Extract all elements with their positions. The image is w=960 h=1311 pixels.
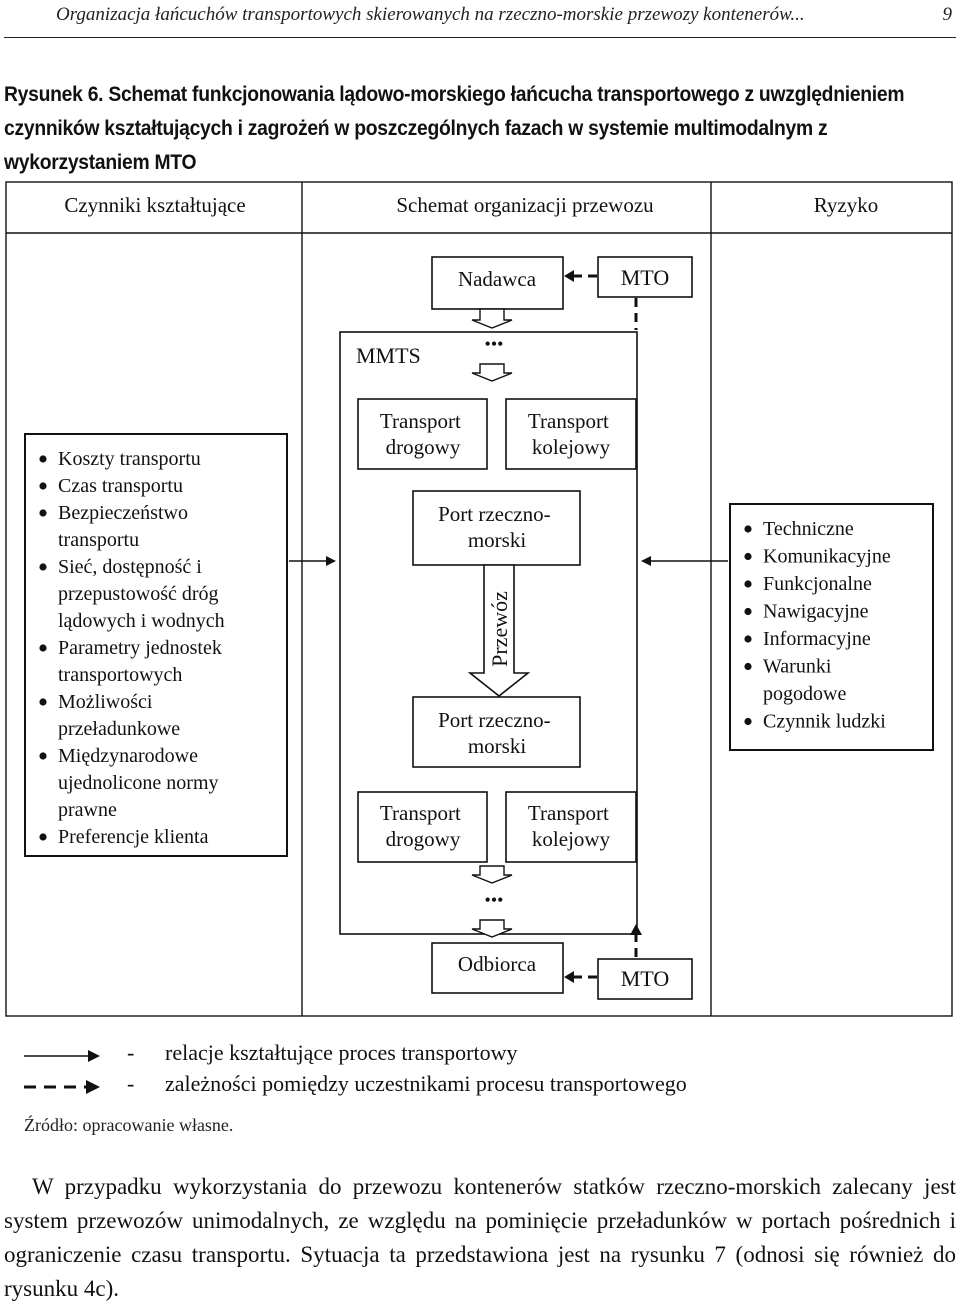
page-number: 9 <box>942 4 952 25</box>
risk-item-1-line-0: Komunikacyjne <box>763 545 891 568</box>
transport-drogowy-line1-2: Transport <box>379 801 461 825</box>
risk-bullet-4 <box>744 635 751 642</box>
body-paragraph <box>4 1170 956 1306</box>
factor-bullet-2 <box>39 509 46 516</box>
risk-bullet-1 <box>744 553 751 560</box>
factor-bullet-6 <box>39 752 46 759</box>
nadawca-label: Nadawca <box>457 267 537 291</box>
legend-dashed-arrow <box>24 1079 104 1095</box>
factor-item-6-line-1: ujednolicone normy <box>58 772 219 794</box>
factor-bullet-5 <box>39 698 46 705</box>
dots-bottom: ••• <box>484 890 504 910</box>
transport-drogowy-line1-1: Transport <box>379 409 461 433</box>
factor-item-0-line-0: Koszty transportu <box>58 448 201 470</box>
factor-item-7-line-0: Preferencje klienta <box>58 826 209 848</box>
legend-row-solid <box>0 1040 960 1070</box>
risk-item-5-line-0: Warunki <box>763 655 832 678</box>
figure-caption: Rysunek 6. Schemat funkcjonowania lądowo-morskiego łańcucha transportowego z uwzględnieniem czynników kształtujących i zagrożeń w poszczególnych fazach w systemie multimodalnym z wykorzystaniem MTO <box>4 83 905 174</box>
risk-item-0-line-0: Techniczne <box>763 518 854 540</box>
factor-bullet-1 <box>39 482 46 489</box>
factor-bullet-7 <box>39 833 46 840</box>
factor-item-3-line-1: przepustowość dróg <box>58 583 219 605</box>
risk-bullet-6 <box>744 718 751 725</box>
legend-solid-arrow <box>24 1048 104 1064</box>
mmts-label: MMTS <box>356 343 421 368</box>
legend-dash-dashed: - <box>127 1071 135 1096</box>
factor-item-5-line-0: Możliwości <box>58 691 153 713</box>
transport-kolejowy-line1-1: Transport <box>527 409 609 433</box>
column-header-risk: Ryzyko <box>813 193 879 217</box>
transport-drogowy-line2-1: drogowy <box>385 435 461 459</box>
transport-drogowy-line2-2: drogowy <box>385 827 461 851</box>
factor-item-3-line-2: lądowych i wodnych <box>58 610 225 632</box>
dots-top: ••• <box>484 334 504 354</box>
factor-bullet-4 <box>39 644 46 651</box>
figure-source: Źródło: opracowanie własne. <box>24 1115 234 1135</box>
page-header <box>0 0 960 40</box>
risk-item-4-line-0: Informacyjne <box>763 628 871 650</box>
header-rule <box>4 37 956 38</box>
risk-bullet-5 <box>744 663 751 670</box>
transport-kolejowy-line2-1: kolejowy <box>531 435 611 459</box>
port-line2-2: morski <box>467 734 527 758</box>
risk-item-2-line-0: Funkcjonalne <box>763 573 872 595</box>
dashed-arrowhead-mto-nadawca <box>564 270 574 282</box>
risk-item-6-line-0: Czynnik ludzki <box>763 710 886 733</box>
mto-top-label: MTO <box>620 265 670 290</box>
running-title: Organizacja łańcuchów transportowych skierowanych na rzeczno-morskie przewozy kontenerów... <box>56 4 805 25</box>
legend-row-dashed <box>0 1071 960 1101</box>
factor-item-4-line-1: transportowych <box>58 664 183 686</box>
legend-dash-solid: - <box>127 1040 135 1065</box>
factor-item-5-line-1: przeładunkowe <box>58 718 181 740</box>
factor-item-2-line-1: transportu <box>58 529 140 551</box>
risk-bullet-0 <box>744 525 751 532</box>
odbiorca-label: Odbiorca <box>457 952 537 976</box>
risk-bullet-3 <box>744 608 751 615</box>
factor-item-1-line-0: Czas transportu <box>58 475 183 497</box>
legend <box>0 1040 960 1110</box>
mto-bottom-label: MTO <box>620 966 670 991</box>
port-line1-1: Port rzeczno- <box>438 502 551 526</box>
transport-kolejowy-line1-2: Transport <box>527 801 609 825</box>
factor-bullet-3 <box>39 563 46 570</box>
transport-chain-diagram <box>0 180 960 1020</box>
factor-item-3-line-0: Sieć, dostępność i <box>58 556 202 578</box>
przewoz-label: Przewóz <box>487 591 512 667</box>
column-header-scheme: Schemat organizacji przewozu <box>396 193 654 217</box>
factor-item-2-line-0: Bezpieczeństwo <box>58 502 188 524</box>
factor-bullet-0 <box>39 455 46 462</box>
port-line1-2: Port rzeczno- <box>438 708 551 732</box>
risk-item-5-line-1: pogodowe <box>763 683 847 705</box>
risk-item-3-line-0: Nawigacyjne <box>763 600 869 623</box>
body-paragraph-text: W przypadku wykorzystania do przewozu kontenerów statków rzeczno-morskich zalecany jest system przewozów unimodalnych, ze względu na pominięcie przeładunków w portach pośrednich i ograniczenie czasu transportu. Sytuacja ta przedstawiona jest na rysunku 7 (odnosi się również do rysunku 4c). <box>4 1174 956 1301</box>
risk-bullet-2 <box>744 580 751 587</box>
legend-solid-label: relacje kształtujące proces transportowy <box>165 1040 518 1065</box>
factor-item-4-line-0: Parametry jednostek <box>58 637 222 659</box>
port-line2-1: morski <box>467 528 527 552</box>
legend-dashed-label: zależności pomiędzy uczestnikami procesu transportowego <box>165 1071 687 1096</box>
dashed-arrowhead-mto-odbiorca <box>564 971 574 983</box>
factor-item-6-line-0: Międzynarodowe <box>58 745 198 767</box>
transport-kolejowy-line2-2: kolejowy <box>531 827 611 851</box>
column-header-factors: Czynniki kształtujące <box>64 193 246 217</box>
factor-item-6-line-2: prawne <box>58 799 117 821</box>
hollow-arrow-nadawca <box>472 309 512 328</box>
